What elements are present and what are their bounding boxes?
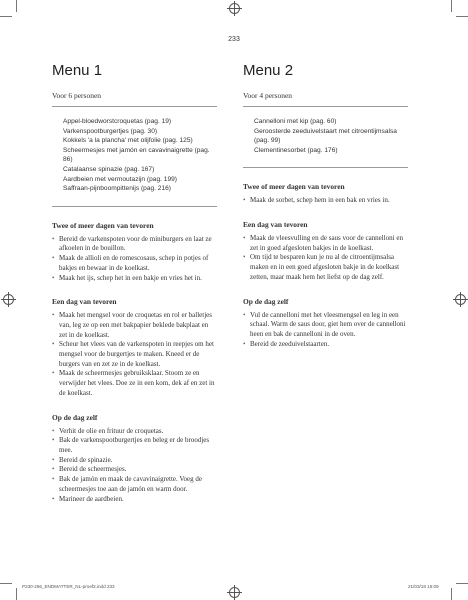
menu-1-title: Menu 1	[52, 62, 103, 79]
dish-item: Aardbeien met vermoutazijn (pag. 199)	[63, 175, 177, 183]
divider	[243, 106, 408, 107]
menu-2-dish-list	[254, 117, 408, 155]
menu-1-column	[52, 62, 217, 504]
step-list	[52, 235, 217, 284]
dish-item: Appel-bloedworstcroquetas (pag. 19)	[63, 118, 172, 125]
dish-item: Cannelloni met kip (pag. 60)	[254, 118, 337, 125]
menu-2-title: Menu 2	[243, 62, 294, 79]
print-slug-file: P230-256_ENDMATTER_NL-proef2.indd 233	[22, 584, 115, 589]
step-list	[243, 196, 408, 206]
menu-1-section-one-day	[52, 297, 217, 398]
trim-mark-tr-v	[451, 0, 452, 12]
step-item: • Marineer de aardbeien.	[52, 495, 217, 505]
page-number: 233	[228, 36, 240, 43]
menu-2-section-same-day	[243, 297, 408, 350]
dish-item: Scheermesjes met jamón en cavavinaigrette (pag.	[63, 146, 210, 154]
divider	[243, 167, 408, 168]
menu-2-column	[243, 62, 408, 349]
section-title: Een dag van tevoren	[52, 297, 117, 307]
trim-mark-bl-h	[0, 583, 12, 584]
dish-item: Clementinesorbet (pag. 176)	[254, 146, 338, 154]
step-item: • Maak de vleesvulling en de saus voor de cannelloni en zet in goed afgesloten bakjes in de koelkast.	[243, 234, 408, 253]
menu-2-section-one-day	[243, 220, 408, 283]
step-item: • Maak het ijs, schep het in een bakje en vries het in.	[52, 274, 217, 284]
trim-mark-tl-h	[0, 16, 12, 17]
step-item: • Bereid de zeeduivelstaarten.	[243, 340, 408, 350]
divider	[52, 106, 217, 107]
registration-mark-left	[3, 294, 14, 305]
step-item: • Bak de varkenspootburgertjes en beleg er de broodjes mee.	[52, 436, 217, 455]
dish-item: 86)	[63, 156, 73, 164]
step-item: • Bereid de scheermesjes.	[52, 465, 217, 475]
step-item: • Scheur het vlees van de varkenspoten in reepjes om het mengsel voor de burgertjes te maken. Kneed er de burgers van en zet ze in de koelkast.	[52, 340, 217, 369]
registration-mark-bottom	[229, 587, 240, 598]
step-list	[52, 311, 217, 398]
trim-mark-tl-v	[16, 0, 17, 12]
menu-1-servings: Voor 6 personen	[52, 91, 102, 100]
menu-1-dish-list	[63, 117, 217, 194]
trim-mark-bl-v	[16, 588, 17, 600]
dish-item: Geroosterde zeeduivelstaart met citroentijmsalsa	[254, 127, 397, 135]
divider	[52, 206, 217, 207]
dish-item: Catalaanse spinazie (pag. 167)	[63, 165, 155, 173]
section-title: Op de dag zelf	[52, 412, 98, 422]
trim-mark-br-v	[451, 588, 452, 600]
step-item: • Maak de scheermesjes gebruiksklaar. Stoom ze en verwijder het vlees. Doe ze in een kom, dek af en zet in de koelkast.	[52, 369, 217, 398]
section-title: Op de dag zelf	[243, 296, 289, 306]
step-list	[243, 234, 408, 283]
step-item: • Vul de cannelloni met het vleesmengsel en leg in een schaal. Warm de saus door, giet hem over de cannelloni heen en bak de cannelloni in de oven.	[243, 311, 408, 340]
step-item: • Verhit de olie en frituur de croquetas.	[52, 427, 217, 437]
menu-1-section-two-days	[52, 221, 217, 284]
dish-item: Saffraan-pijnboompittenijs (pag. 216)	[63, 185, 172, 193]
section-title: Een dag van tevoren	[243, 220, 308, 230]
trim-mark-br-h	[456, 583, 468, 584]
step-list	[52, 427, 217, 505]
dish-item: (pag. 99)	[254, 137, 281, 145]
step-item: • Maak de allioli en de romescosaus, schep in potjes of bakjes en bewaar in de koelkast.	[52, 254, 217, 273]
menu-2-servings: Voor 4 personen	[243, 91, 293, 100]
step-item: • Om tijd te besparen kun je nu al de citroentijmsalsa maken en in een goed afgesloten bakje in de koelkast zetten, maar maak hem het liefst op de dag zelf.	[243, 253, 408, 282]
registration-mark-top	[229, 3, 240, 14]
menu-2-section-two-days	[243, 182, 408, 206]
step-item: • Maak het mengsel voor de croquetas en rol er balletjes van, leg ze op een met bakpapier beklede bakplaat en zet in de koelkast.	[52, 311, 217, 340]
trim-mark-tr-h	[456, 16, 468, 17]
step-item: • Bereid de spinazie.	[52, 456, 217, 466]
menu-1-section-same-day	[52, 413, 217, 505]
step-item: • Bak de jamón en maak de cavavinaigrette. Voeg de scheermesjes toe aan de jamón en warm door.	[52, 475, 217, 494]
step-list	[243, 311, 408, 350]
step-item: • Maak de sorbet, schep hem in een bak en vries in.	[243, 196, 408, 206]
dish-item: Kokkels 'a la plancha' met olijfolie (pag. 125)	[63, 137, 193, 145]
registration-mark-right	[455, 294, 466, 305]
section-title: Twee of meer dagen van tevoren	[52, 220, 154, 230]
print-slug-date: 21/03/18 15:09	[408, 584, 439, 589]
dish-item: Varkenspootburgertjes (pag. 30)	[63, 127, 158, 135]
step-item: • Bereid de varkenspoten voor de miniburgers en laat ze afkoelen in de bouillon.	[52, 235, 217, 254]
section-title: Twee of meer dagen van tevoren	[243, 182, 345, 192]
